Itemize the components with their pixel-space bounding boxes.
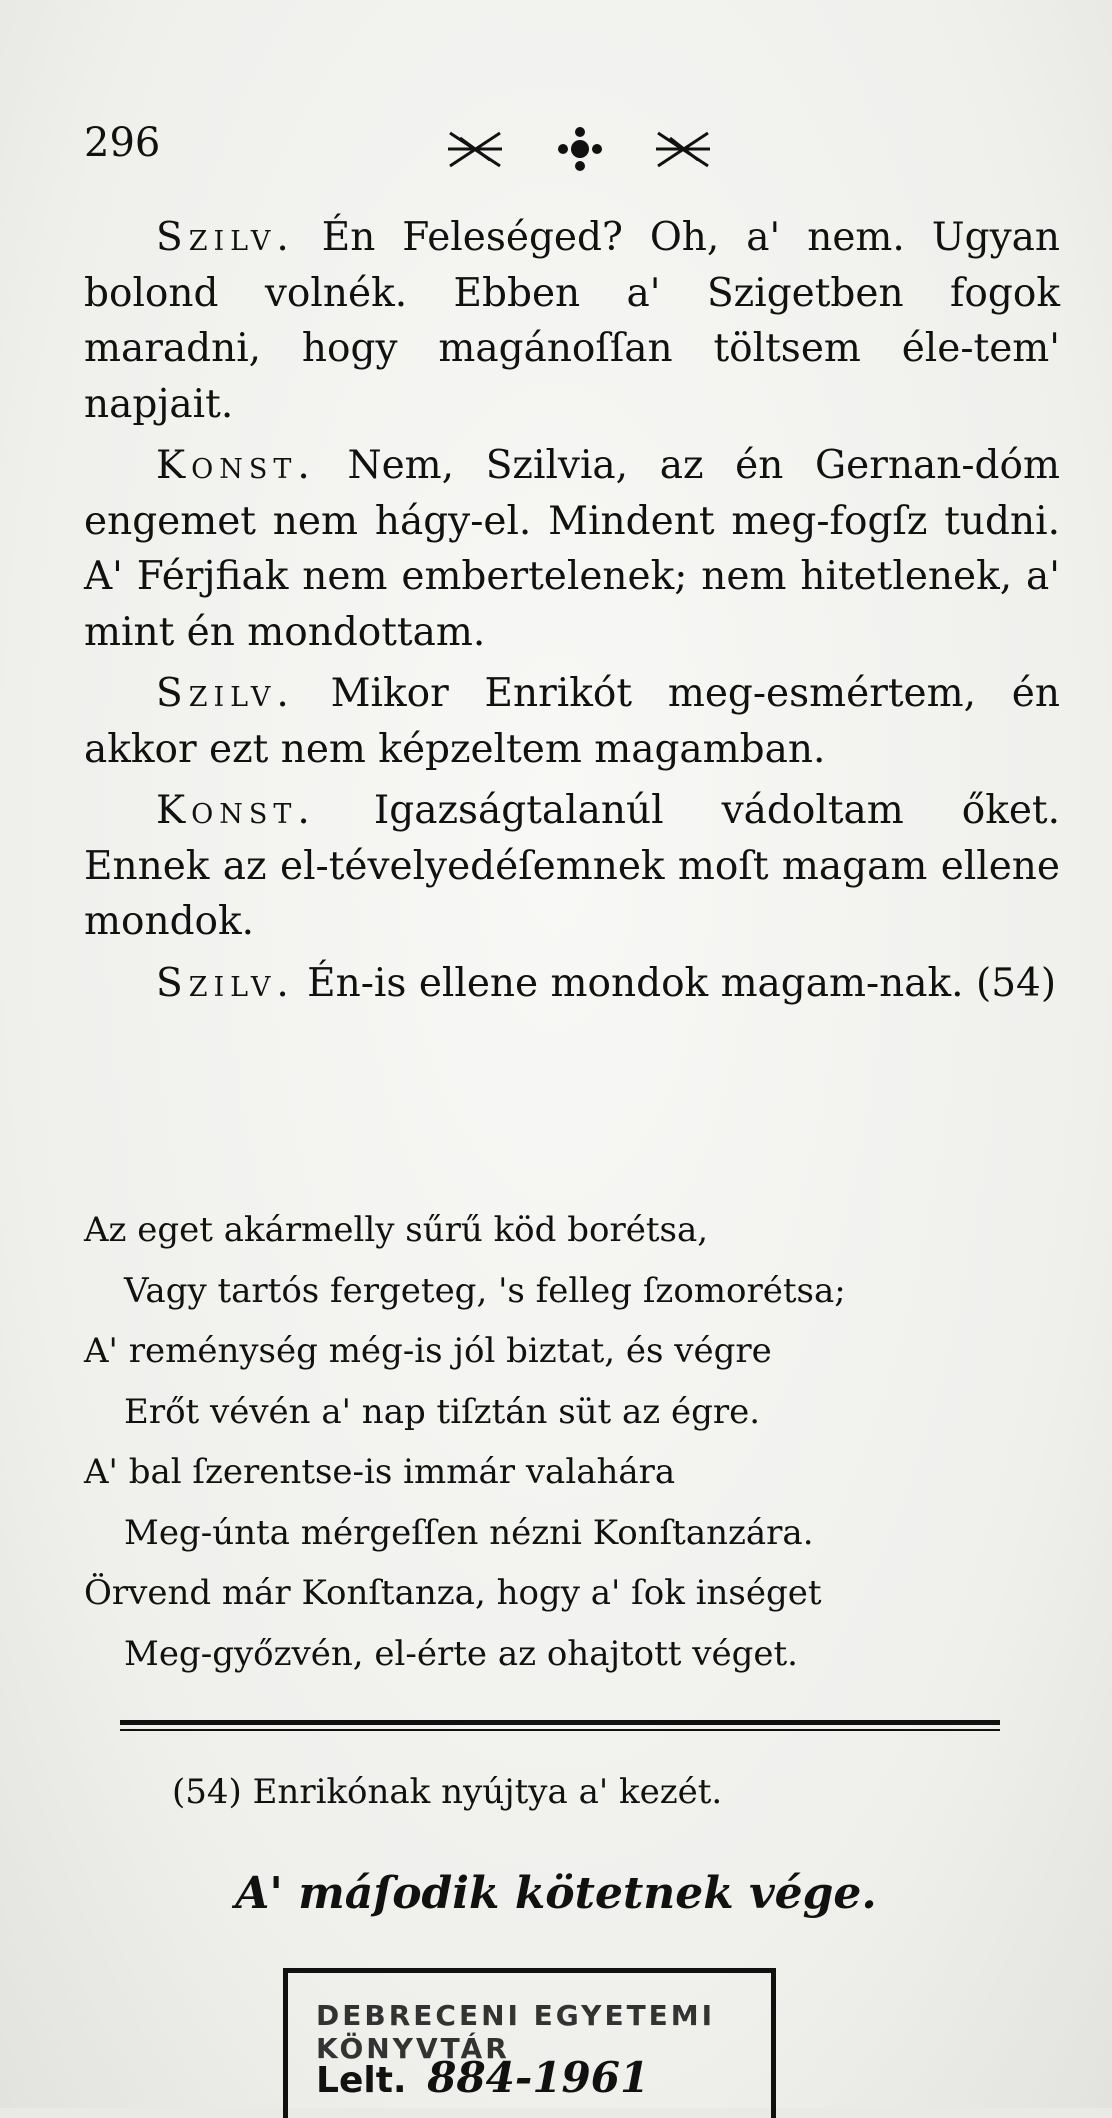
dialogue-paragraph [84,666,1060,777]
stamp-inventory-number: 884-1961 [427,2053,650,2102]
dialogue-line: Igazságtalanúl vádoltam őket. Ennek az el-tévelyedéſemnek moſt magam ellene mondok. [84,788,1061,944]
speaker-name: Szilv. [156,960,295,1006]
verse-line: A' bal ſzerentse-is immár valahára [84,1452,676,1492]
footnote: (54) Enrikónak nyújtya a' kezét. [172,1772,723,1812]
dialogue-line: Mikor Enrikót meg-esmértem, én akkor ezt nem képzeltem magamban. [84,671,1060,772]
speaker-name: Szilv. [156,671,295,716]
speaker-name: Konst. [156,443,316,488]
dialogue-paragraph [84,210,1060,432]
verse-line: Meg-únta mérgeſſen nézni Konſtanzára. [124,1512,814,1553]
dialogue-line: Nem, Szilvia, az én Gernan-dóm engemet nem hágy-el. Mindent meg-fogſz tudni. A' Férjfiak nem embertelenek; nem hitetlenek, a' mint én mondottam. [84,443,1060,655]
verse-line: Örvend már Konſtanza, hogy a' ſok inséget [84,1573,822,1613]
stamp-inventory [316,2053,649,2102]
verse-line: Erőt vévén a' nap tiſztán süt az égre. [124,1391,761,1432]
footnote-rule-thin [120,1729,1000,1731]
closing-verse [84,1200,1074,1684]
dialogue-paragraph [84,438,1060,660]
header-ornament-icon [440,118,720,178]
page-number: 296 [84,120,161,166]
dialogue-line: Én-is ellene mondok magam-nak. (54) [307,960,1057,1006]
dialogue-paragraph [84,956,1060,1012]
verse-line: A' reménység még-is jól biztat, és végre [84,1331,772,1371]
library-stamp [283,1968,776,2118]
stamp-library-name: DEBRECENI EGYETEMI KÖNYVTÁR [316,1999,716,2065]
end-of-volume-note: A' máſodik kötetnek vége. [235,1868,877,1919]
dialogue-paragraph [84,783,1060,950]
speaker-name: Konst. [156,788,316,833]
dialogue-text [84,210,1060,1017]
verse-line: Vagy tartós fergeteg, 's felleg ſzomorétsa; [124,1270,846,1311]
verse-line: Meg-győzvén, el-érte az ohajtott véget. [124,1633,798,1674]
dialogue-line: Én Feleséged? Oh, a' nem. Ugyan bolond volnék. Ebben a' Szigetben fogok maradni, hogy magánoſſan töltsem éle-tem' napjait. [84,215,1060,427]
speaker-name: Szilv. [156,215,295,260]
verse-line: Az eget akármelly sűrű köd borétsa, [84,1210,709,1250]
footnote-rule [120,1720,1000,1725]
stamp-label: Lelt. [316,2060,407,2101]
